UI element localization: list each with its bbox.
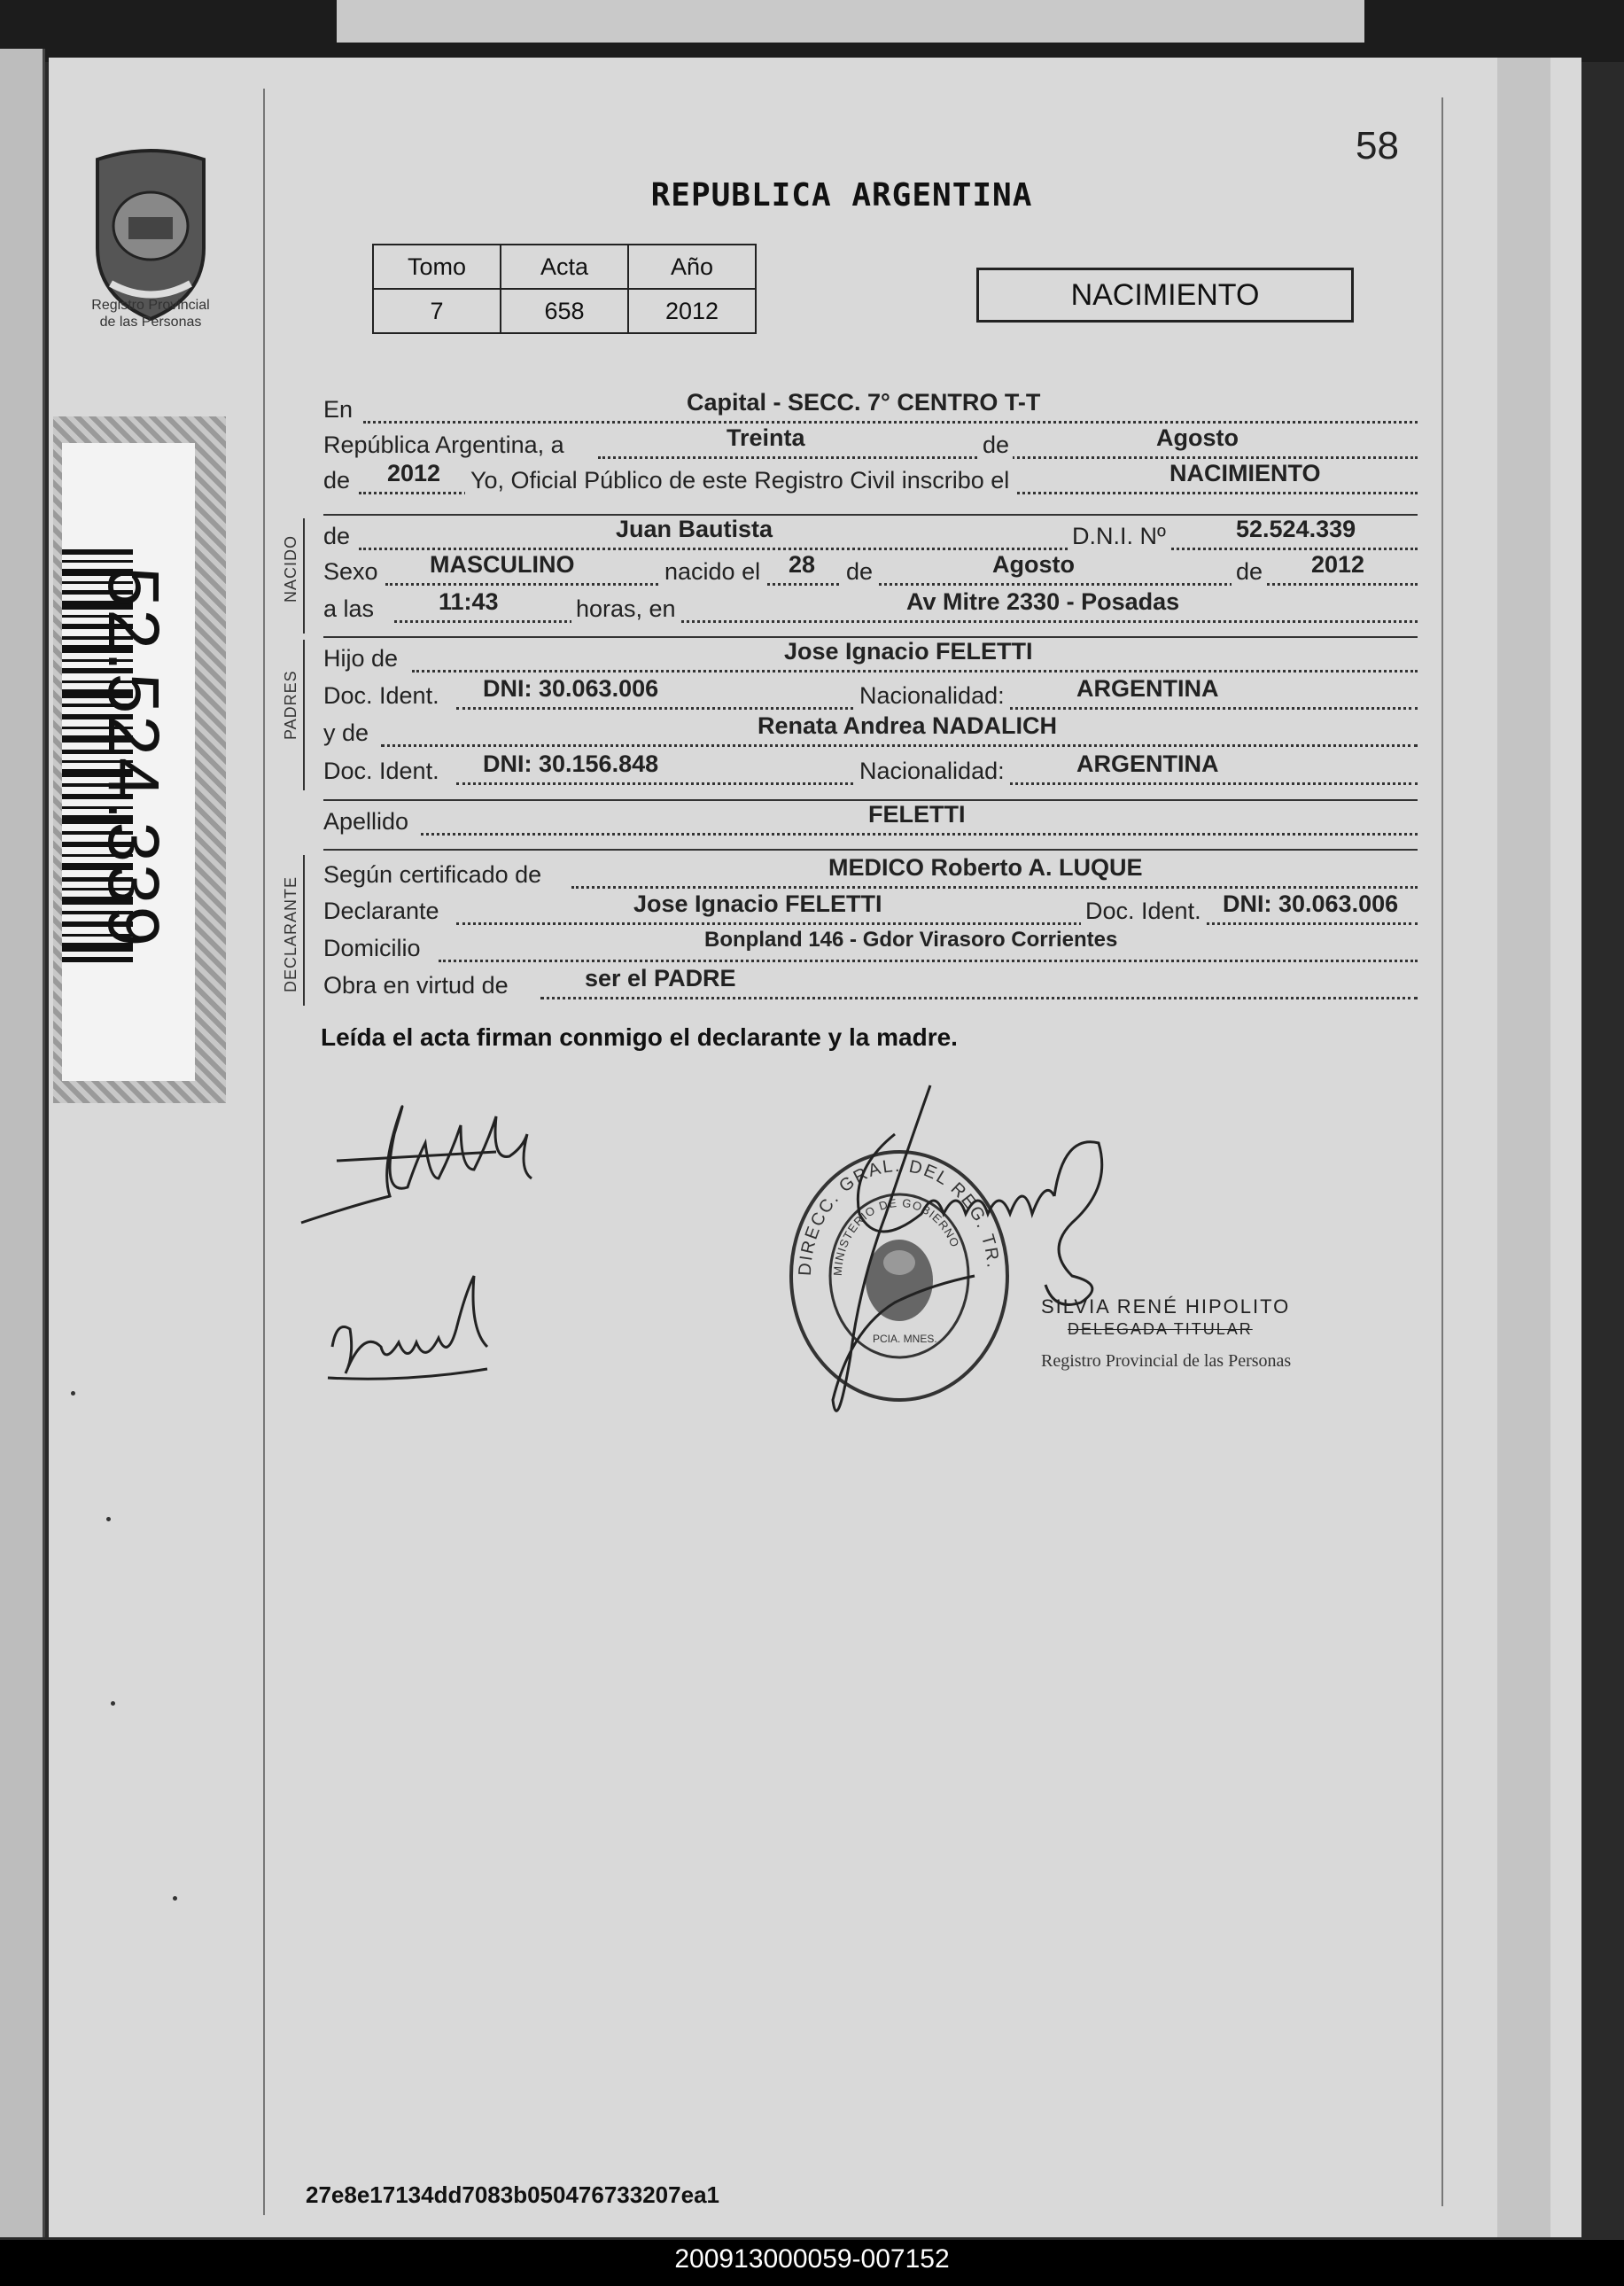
- dotline: [381, 744, 1418, 747]
- dia-value: Treinta: [727, 424, 805, 451]
- stamp-inner-text: MINISTERIO DE GOBIERNO: [830, 1195, 962, 1277]
- nacido-mes: Agosto: [992, 551, 1075, 578]
- page-number: 58: [1356, 124, 1399, 167]
- madre-nac-label: Nacionalidad:: [855, 758, 1009, 785]
- row-nacido-hora: [323, 588, 1413, 627]
- row-madre: [323, 712, 1413, 751]
- padre-nombre: Jose Ignacio FELETTI: [784, 638, 1033, 665]
- madre-doc: DNI: 30.156.848: [483, 750, 659, 777]
- dni-label: D.N.I. Nº: [1068, 523, 1170, 550]
- sexo-value: MASCULINO: [430, 551, 575, 578]
- declarant-signature: [301, 1107, 532, 1223]
- left-margin-rule: [263, 89, 265, 2215]
- nacido-dni: 52.524.339: [1236, 516, 1356, 542]
- barcode-number: 52.524.339: [93, 566, 174, 949]
- dotline: [359, 548, 1418, 550]
- paper-speck: [111, 1701, 115, 1706]
- obra-value: ser el PADRE: [585, 965, 736, 991]
- paper-speck: [173, 1896, 177, 1901]
- apellido-label: Apellido: [323, 808, 409, 835]
- signatures-and-stamp: [284, 1063, 1435, 1471]
- domicilio-label: Domicilio: [323, 935, 421, 961]
- dotline: [456, 922, 1418, 925]
- row-nacido-nombre: [323, 516, 1413, 555]
- stamp-outer-text: DIRECC. GRAL. DEL REG. TR. PROVINCIAL DE LAS PERSONAS: [785, 1141, 1004, 1277]
- row-apellido: [323, 801, 1413, 840]
- inscribo-value: NACIMIENTO: [1169, 460, 1321, 486]
- nacido-el-label: nacido el: [660, 558, 765, 586]
- dotline: [363, 421, 1418, 424]
- madre-nombre: Renata Andrea NADALICH: [758, 712, 1058, 739]
- right-page-edge: [1497, 58, 1550, 2237]
- sexo-label: Sexo: [323, 558, 378, 585]
- de-label: de: [979, 432, 1013, 459]
- dotline: [439, 960, 1418, 962]
- madre-nacionalidad: ARGENTINA: [1076, 750, 1219, 777]
- lugar-value: Av Mitre 2330 - Posadas: [906, 588, 1180, 615]
- row-obra: [323, 965, 1413, 1004]
- padre-nac-label: Nacionalidad:: [855, 682, 1009, 710]
- paper-speck: [71, 1391, 75, 1396]
- registry-header-tomo: Tomo: [373, 245, 501, 289]
- declarante-doc: DNI: 30.063.006: [1223, 890, 1399, 917]
- registry-value-acta: 658: [501, 289, 628, 333]
- dotline: [394, 620, 1418, 623]
- hora-label: a las: [323, 595, 375, 622]
- declarante-value: Jose Ignacio FELETTI: [633, 890, 882, 917]
- row-nacido-sexo: [323, 551, 1413, 590]
- padre-doc-label: Doc. Ident.: [323, 682, 439, 709]
- row-en: [323, 389, 1413, 428]
- document-hash: 27e8e17134dd7083b050476733207ea1: [306, 2181, 719, 2208]
- document-type-box: NACIMIENTO: [976, 268, 1354, 323]
- row-certificado: [323, 854, 1413, 893]
- dotline: [571, 886, 1418, 889]
- stamp-inner-bottom: PCIA. MNES.: [873, 1333, 937, 1345]
- logo-caption-line2: de las Personas: [99, 315, 202, 330]
- footer-id: 200913000059-007152: [674, 2244, 950, 2274]
- declarante-label: Declarante: [323, 898, 439, 924]
- dotline: [421, 833, 1418, 836]
- madre-doc-label: Doc. Ident.: [323, 758, 439, 784]
- left-page-edge: [0, 49, 45, 2237]
- hijo-de-label: Hijo de: [323, 645, 399, 672]
- official-name: SILVIA RENÉ HIPOLITO: [1041, 1295, 1291, 1318]
- declarante-section-label: DECLARANTE: [282, 875, 299, 992]
- anio-prefix: de: [323, 467, 351, 494]
- top-paper-edge: [337, 0, 1364, 43]
- row-republica: [323, 424, 1413, 463]
- obra-label: Obra en virtud de: [323, 972, 509, 999]
- anio-value: 2012: [387, 460, 441, 486]
- en-value: Capital - SECC. 7° CENTRO T-T: [687, 389, 1041, 416]
- padre-nacionalidad: ARGENTINA: [1076, 675, 1219, 702]
- dotline: [540, 997, 1418, 999]
- certificado-value: MEDICO Roberto A. LUQUE: [828, 854, 1143, 881]
- certificado-label: Según certificado de: [323, 861, 542, 888]
- row-padre: [323, 638, 1413, 677]
- nacido-de2: de: [1232, 558, 1267, 586]
- nacido-bar: [303, 518, 305, 634]
- closing-statement: Leída el acta firman conmigo el declarante y la madre.: [321, 1023, 958, 1051]
- right-margin-rule: [1441, 97, 1443, 2206]
- padres-section-label: PADRES: [282, 670, 299, 740]
- inscribo-text: Yo, Oficial Público de este Registro Civil inscribo el: [465, 467, 1014, 494]
- row-anio: [323, 460, 1413, 499]
- paper-speck: [106, 1517, 111, 1521]
- nacido-de-label: de: [323, 523, 351, 549]
- row-padre-doc: [323, 675, 1413, 714]
- row-declarante: [323, 890, 1413, 929]
- registry-table: [372, 244, 757, 334]
- logo-caption: [62, 297, 239, 330]
- registry-header-acta: Acta: [501, 245, 628, 289]
- mes-value: Agosto: [1156, 424, 1239, 451]
- declarante-doc-label: Doc. Ident.: [1081, 898, 1206, 925]
- nacido-anio: 2012: [1311, 551, 1365, 578]
- horas-en-label: horas, en: [571, 595, 680, 623]
- row-domicilio: [323, 928, 1413, 967]
- section-rule: [323, 849, 1418, 851]
- official-role: DELEGADA TITULAR: [1068, 1320, 1253, 1338]
- republica-label: República Argentina, a: [323, 432, 564, 458]
- registry-value-tomo: 7: [373, 289, 501, 333]
- hora-value: 11:43: [439, 588, 499, 615]
- row-madre-doc: [323, 750, 1413, 789]
- dotline: [412, 670, 1418, 673]
- official-office: Registro Provincial de las Personas: [1041, 1351, 1292, 1371]
- domicilio-value: Bonpland 146 - Gdor Virasoro Corrientes: [704, 928, 1118, 952]
- declarante-bar: [303, 855, 305, 1006]
- en-label: En: [323, 396, 354, 423]
- padres-bar: [303, 640, 305, 790]
- nacido-dia: 28: [789, 551, 816, 578]
- nacido-de1: de: [842, 558, 877, 586]
- nacido-nombre: Juan Bautista: [616, 516, 773, 542]
- apellido-value: FELETTI: [868, 801, 966, 828]
- registry-value-anio: 2012: [628, 289, 756, 333]
- document-title: REPUBLICA ARGENTINA: [650, 177, 1033, 214]
- padre-doc: DNI: 30.063.006: [483, 675, 659, 702]
- nacido-section-label: NACIDO: [282, 534, 299, 603]
- logo-caption-line1: Registro Provincial: [91, 298, 210, 313]
- registry-header-anio: Año: [628, 245, 756, 289]
- y-de-label: y de: [323, 719, 369, 746]
- mother-signature: [328, 1276, 487, 1379]
